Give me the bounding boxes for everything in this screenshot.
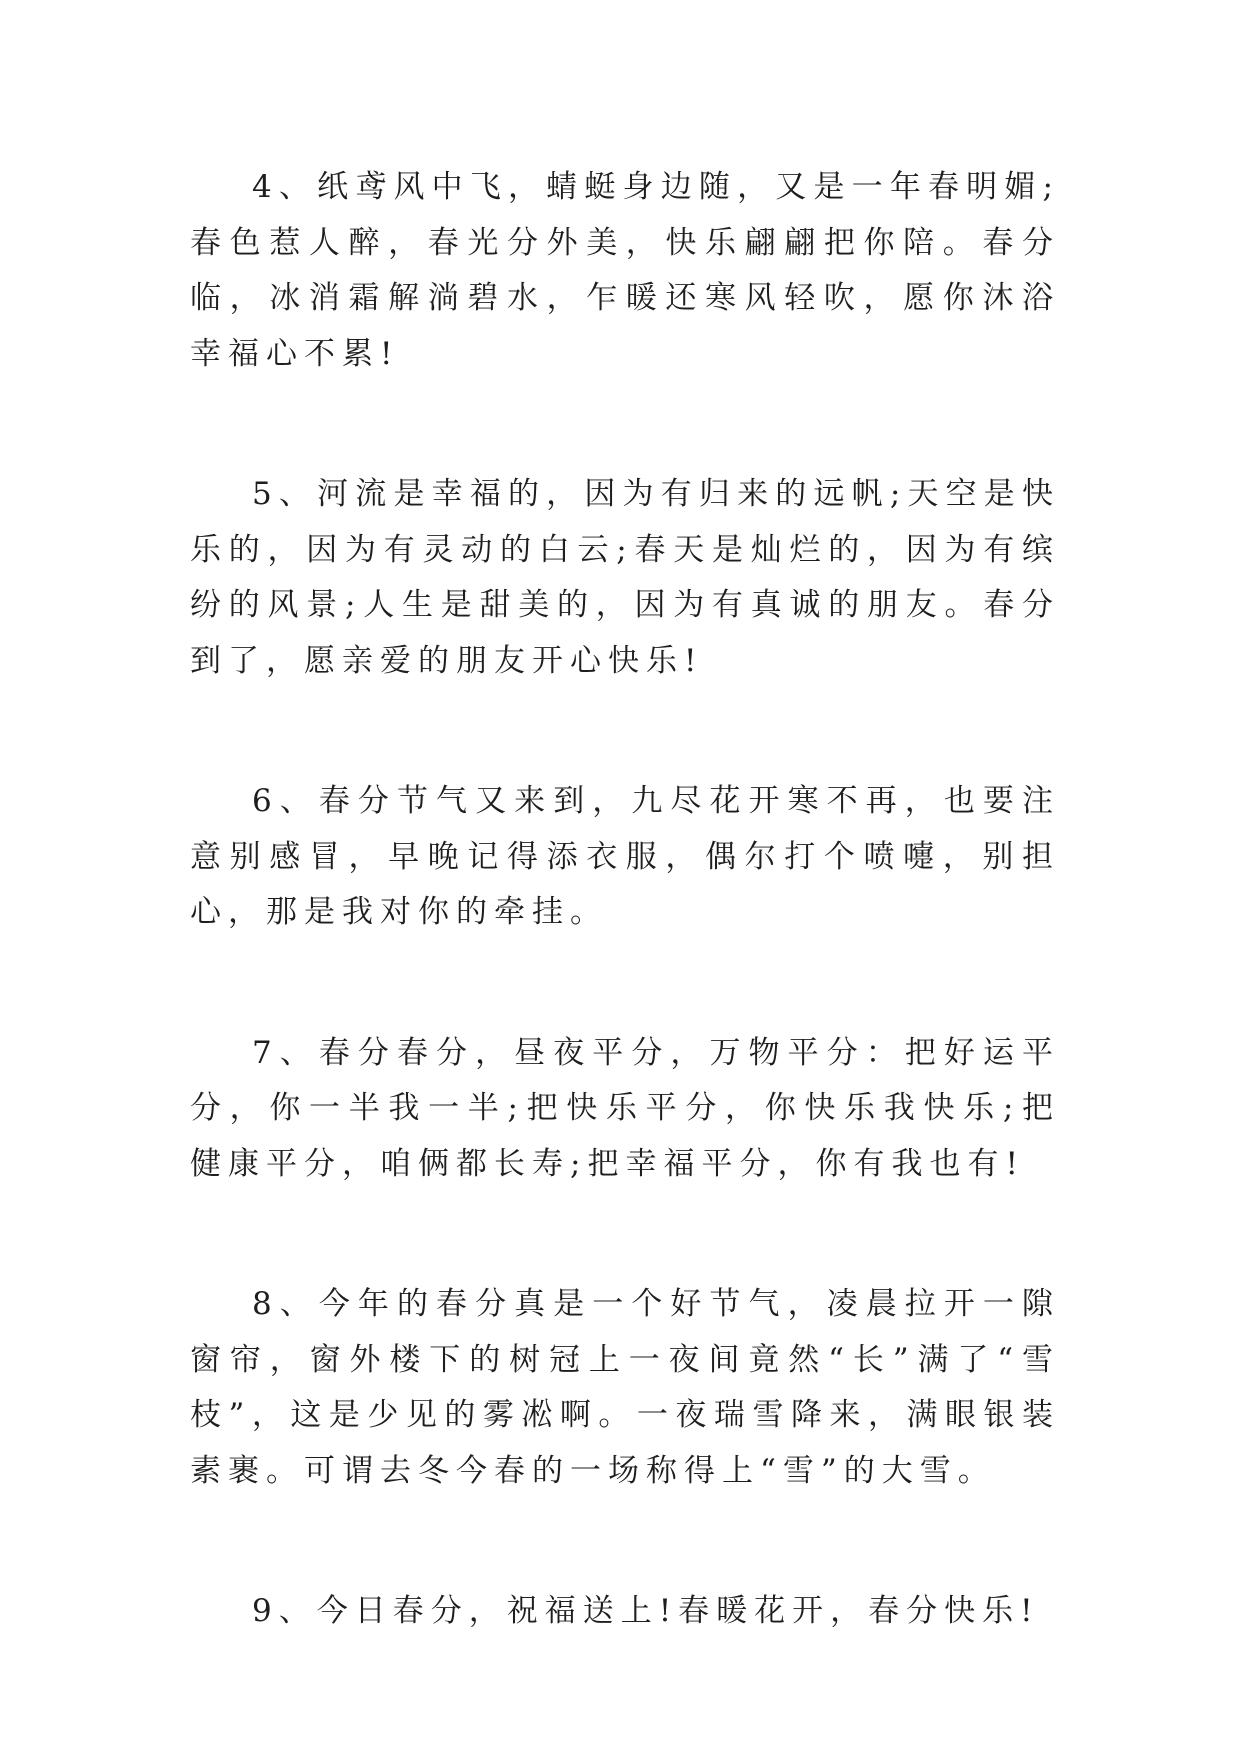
paragraph-7: 7、春分春分，昼夜平分，万物平分：把好运平分，你一半我一半;把快乐平分，你快乐我快乐;把健康平分，咱俩都长寿;把幸福平分，你有我也有! [190, 1034, 1060, 1182]
paragraph-9: 9、今日春分，祝福送上!春暖花开，春分快乐! [252, 1593, 1040, 1629]
paragraph-8: 8、今年的春分真是一个好节气，凌晨拉开一隙窗帘，窗外楼下的树冠上一夜间竟然“长”满了“雪枝”，这是少见的雾凇啊。一夜瑞雪降来，满眼银装素裹。可谓去冬今春的一场称得上“雪”的大雪。 [190, 1286, 1060, 1489]
document-body [190, 160, 1060, 1725]
paragraph-4: 4、纸鸢风中飞，蜻蜓身边随，又是一年春明媚;春色惹人醉，春光分外美，快乐翩翩把你陪。春分临，冰消霜解淌碧水，乍暖还寒风轻吹，愿你沐浴幸福心不累! [190, 169, 1060, 372]
paragraph-5: 5、河流是幸福的，因为有归来的远帆;天空是快乐的，因为有灵动的白云;春天是灿烂的，因为有缤纷的风景;人生是甜美的，因为有真诚的朋友。春分到了，愿亲爱的朋友开心快乐! [190, 476, 1060, 679]
paragraph-6: 6、春分节气又来到，九尽花开寒不再，也要注意别感冒，早晚记得添衣服，偶尔打个喷嚏，别担心，那是我对你的牵挂。 [190, 783, 1060, 930]
